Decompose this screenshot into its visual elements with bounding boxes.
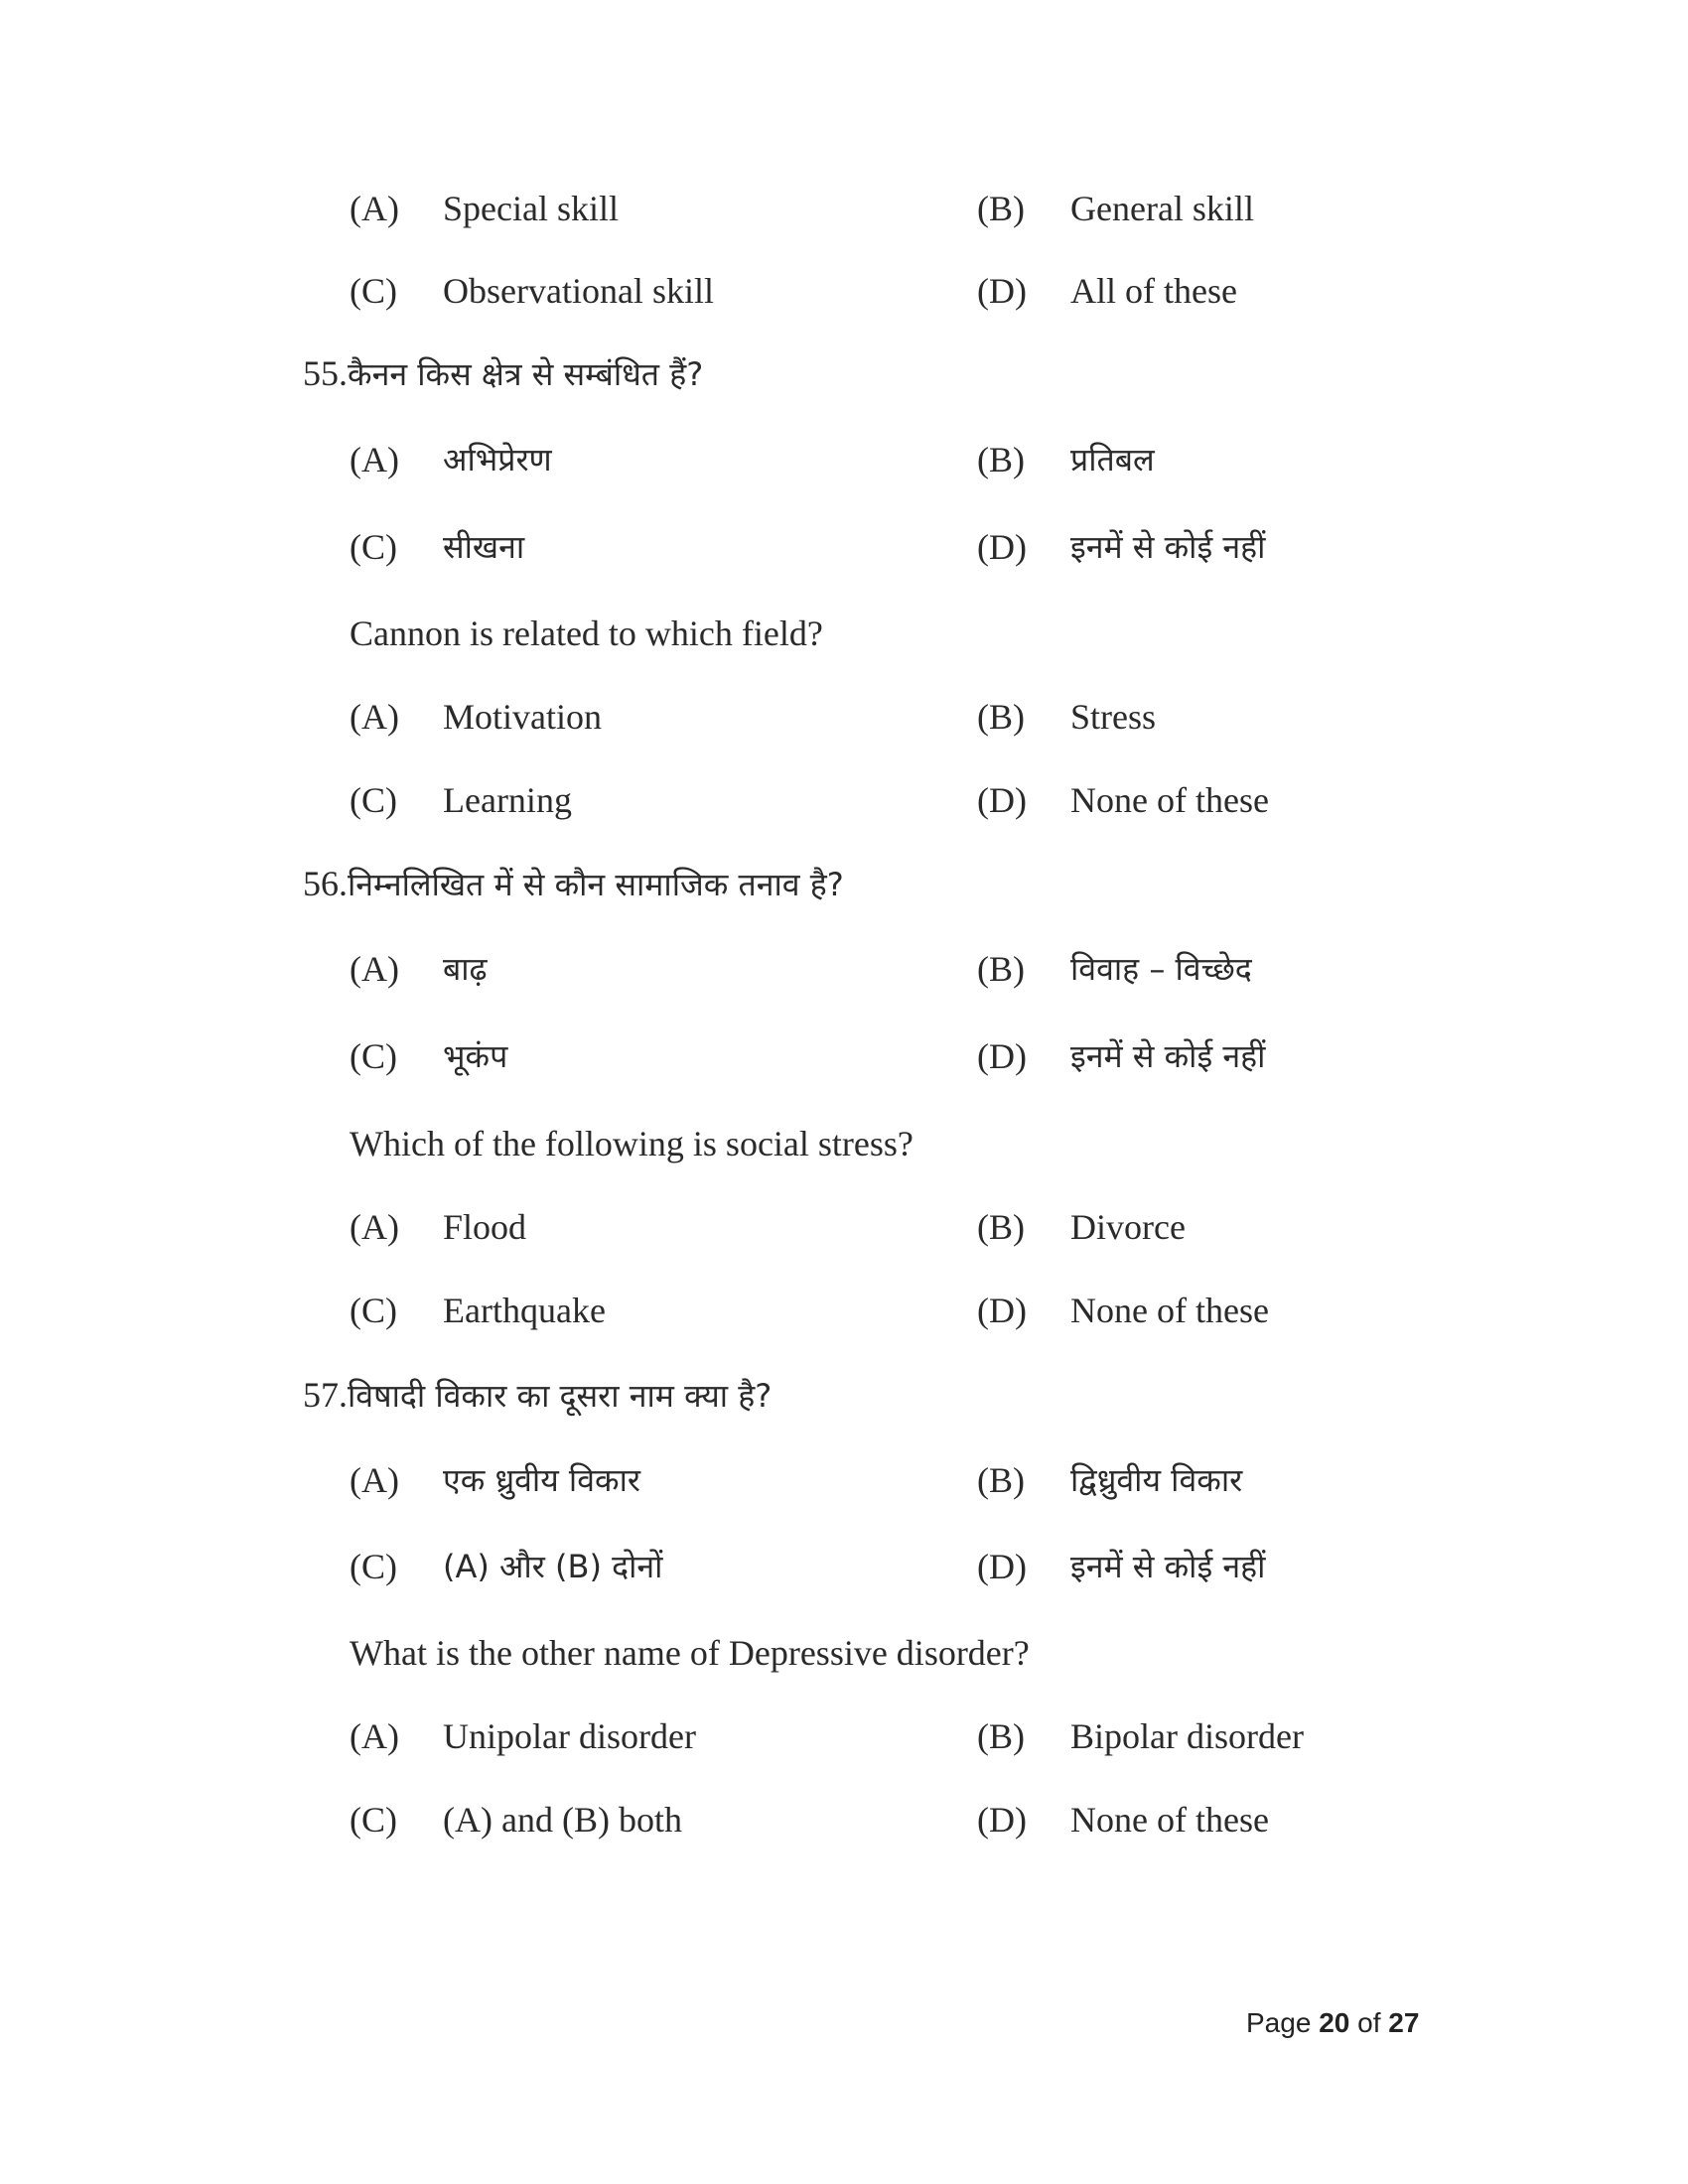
option-label: (B) [977,1460,1025,1500]
option-text: None of these [1070,1800,1269,1840]
question-hindi-text: विषादी विकार का दूसरा नाम क्या है? [348,1377,773,1415]
option-text: General skill [1070,189,1254,228]
option-label: (D) [977,1547,1027,1586]
option-text: (A) और (B) दोनों [443,1548,663,1585]
option-label: (C) [350,1547,397,1586]
option-text: Divorce [1070,1207,1186,1247]
option-text: None of these [1070,780,1269,820]
option-row [0,261,1688,321]
option-row [0,1450,1688,1510]
question-english: Cannon is related to which field? [350,614,823,653]
question-number: 55. [303,353,348,393]
option-label: (A) [350,1207,399,1247]
question-hindi [303,854,844,914]
option-row [0,770,1688,830]
option-label: (C) [350,1800,397,1840]
option-label: (C) [350,527,397,567]
option-label: (C) [350,780,397,820]
option-text: भूकंप [443,1037,508,1075]
option-label: (D) [977,527,1027,567]
option-label: (A) [350,440,399,479]
question-hindi-text: कैनन किस क्षेत्र से सम्बंधित हैं? [348,355,704,393]
question-english-55 [0,604,1688,663]
option-row [0,1197,1688,1257]
total-page-count: 27 [1388,2007,1420,2038]
option-label: (A) [350,697,399,737]
question-number: 56. [303,864,348,903]
option-label: (D) [977,1036,1027,1076]
option-label: (B) [977,949,1025,989]
option-text: सीखना [443,528,525,566]
option-row [0,430,1688,489]
question-english: Which of the following is social stress? [350,1124,914,1163]
option-text: प्रतिबल [1070,441,1155,478]
option-text: Observational skill [443,271,714,311]
option-label: (B) [977,1716,1025,1756]
option-row [0,1026,1688,1086]
option-text: अभिप्रेरण [443,441,552,478]
question-heading-55 [0,343,1688,403]
option-row [0,1706,1688,1766]
option-label: (A) [350,189,399,228]
option-label: (B) [977,1207,1025,1247]
option-label: (B) [977,440,1025,479]
footer-of: of [1357,2007,1381,2038]
page-footer [1246,2003,1419,2043]
option-text: इनमें से कोई नहीं [1070,528,1266,566]
option-label: (D) [977,271,1027,311]
question-english: What is the other name of Depressive disorder? [350,1633,1030,1673]
question-hindi [303,1365,772,1426]
option-text: विवाह – विच्छेद [1070,950,1252,988]
option-label: (A) [350,949,399,989]
option-text: (A) and (B) both [443,1800,682,1840]
question-heading-56 [0,854,1688,913]
option-label: (D) [977,1800,1027,1840]
option-text: Earthquake [443,1291,606,1330]
option-label: (B) [977,189,1025,228]
option-label: (C) [350,271,397,311]
option-text: द्विध्रुवीय विकार [1070,1461,1243,1499]
option-row [0,517,1688,577]
option-row [0,687,1688,747]
footer-prefix: Page [1246,2007,1312,2038]
option-text: Special skill [443,189,619,228]
option-text: None of these [1070,1291,1269,1330]
option-row [0,939,1688,999]
option-row [0,1281,1688,1340]
option-text: इनमें से कोई नहीं [1070,1548,1266,1585]
question-english-57 [0,1623,1688,1683]
current-page-number: 20 [1319,2007,1350,2038]
option-text: Flood [443,1207,527,1247]
option-row [0,1537,1688,1596]
question-heading-57 [0,1365,1688,1425]
option-text: Unipolar disorder [443,1716,696,1756]
question-english-56 [0,1114,1688,1173]
option-text: All of these [1070,271,1237,311]
question-hindi [303,343,703,404]
option-text: Motivation [443,697,602,737]
option-label: (B) [977,697,1025,737]
question-hindi-text: निम्नलिखित में से कौन सामाजिक तनाव है? [348,866,844,903]
option-text: Bipolar disorder [1070,1716,1304,1756]
question-number: 57. [303,1375,348,1415]
option-row [0,1790,1688,1849]
option-label: (C) [350,1036,397,1076]
option-row [0,179,1688,238]
option-text: Learning [443,780,572,820]
option-label: (D) [977,780,1027,820]
option-label: (D) [977,1291,1027,1330]
option-text: इनमें से कोई नहीं [1070,1037,1266,1075]
option-text: Stress [1070,697,1157,737]
option-label: (C) [350,1291,397,1330]
option-label: (A) [350,1460,399,1500]
option-label: (A) [350,1716,399,1756]
option-text: बाढ़ [443,950,488,988]
option-text: एक ध्रुवीय विकार [443,1461,640,1499]
